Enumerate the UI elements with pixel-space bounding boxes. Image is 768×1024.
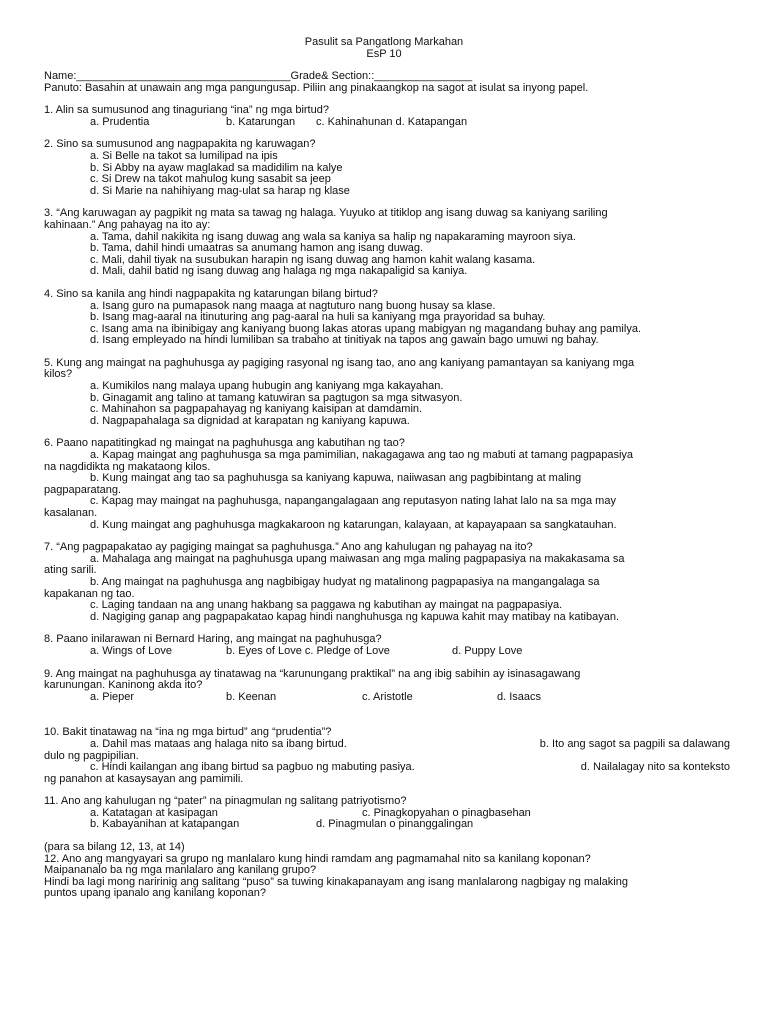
choice-b: b. Ito ang sagot sa pagpili sa dalawang xyxy=(539,737,730,750)
choice-c: c. Mahinahon sa pagpapahayag ng kaniyang kaisipan at damdamin. xyxy=(90,403,423,416)
choice-c-cont: kasalanan. xyxy=(44,507,98,519)
choice-c: c. Isang ama na ibinibigay ang kaniyang buong lakas atoras upang mabigyan ng magandang buhay ang pamilya. xyxy=(90,322,641,335)
question-1 xyxy=(44,105,730,128)
choice-b: b. Kabayanihan at katapangan xyxy=(90,818,240,831)
question-3 xyxy=(44,208,730,278)
choice-a-cont: ating sarili. xyxy=(44,564,97,577)
page-header xyxy=(0,0,768,60)
choice-b: b. Tama, dahil hindi umaatras sa anumang hamon ang isang duwag. xyxy=(90,242,424,255)
choice-d: d. Si Marie na nahihiyang mag-ulat sa harap ng klase xyxy=(90,184,350,197)
choices-row xyxy=(44,646,730,658)
question-text: 11. Ano ang kahulugan ng “pater” na pinagmulan ng salitang patriyotismo? xyxy=(44,795,407,808)
question-11 xyxy=(44,796,730,831)
choice-a: a. Si Belle na takot sa lumilipad na ipis xyxy=(90,149,278,162)
choice-d: d. Nagiging ganap ang pagpapakatao kapag hindi nanghuhusga ng kapuwa kahit may matibay na katibayan. xyxy=(90,610,620,623)
question-text: 6. Paano napatitingkad ng maingat na paghuhusga ang kabutihan ng tao? xyxy=(44,437,405,450)
question-text: 9. Ang maingat na paghuhusga ay tinatawag na “karunungang praktikal” na ang ibig sabihin ay isinasagawang xyxy=(44,667,581,680)
question-4 xyxy=(44,289,730,347)
choice-c-d: c. Kahinahunan d. Katapangan xyxy=(316,115,468,128)
question-5 xyxy=(44,358,730,428)
question-2 xyxy=(44,139,730,197)
choice-b: b. Katarungan xyxy=(226,115,296,128)
choice-b: b. Ginagamit ang talino at tamang katuwiran sa pagtugon sa mga sitwasyon. xyxy=(90,391,463,404)
question-text: 4. Sino sa kanila ang hindi nagpapakita ng katarungan bilang birtud? xyxy=(44,287,378,300)
quiz-content xyxy=(44,71,730,900)
choice-a: a. Tama, dahil nakikita ng isang duwag ang wala sa kaniya sa halip ng napakaraming mayroon siya. xyxy=(90,230,576,243)
choice-c: c. Kapag may maingat na paghuhusga, napangangalagaan ang reputasyon nating lahat lalo na sa mga may xyxy=(90,495,616,508)
passage-line: 12. Ano ang mangyayari sa grupo ng manlalaro kung hindi ramdam ang pagmamahal nito sa kanilang koponan? xyxy=(44,852,591,865)
question-text: 8. Paano inilarawan ni Bernard Haring, ang maingat na paghuhusga? xyxy=(44,633,382,646)
choice-a: a. Katatagan at kasipagan xyxy=(90,806,218,819)
question-text: 7. “Ang pagpapakatao ay pagiging maingat sa paghuhusga.” Ano ang kahulugan ng pahayag na ito? xyxy=(44,541,533,554)
choice-b: b. Si Abby na ayaw maglakad sa madidilim na kalye xyxy=(90,161,343,174)
passage-line: Hindi ba lagi mong naririnig ang salitang “puso” sa tuwing kinakapanayam ang isang manlalarong nagbigay ng malaking xyxy=(44,875,628,888)
question-12 xyxy=(44,842,730,900)
question-8 xyxy=(44,634,730,657)
choice-a: a. Pieper xyxy=(90,690,135,703)
question-text: 3. “Ang karuwagan ay pagpikit ng mata sa tawag ng halaga. Yuyuko at titiklop ang isang duwag sa kaniyang sariling xyxy=(44,207,608,220)
passage-line: puntos upang ipanalo ang kanilang koponan? xyxy=(44,887,267,900)
choice-c: c. Si Drew na takot mahulog kung sasabit sa jeep xyxy=(90,173,331,186)
choice-c: c. Aristotle xyxy=(362,690,413,703)
choice-c: c. Hindi kailangan ang ibang birtud sa pagbuo ng mabuting pasiya. xyxy=(90,761,415,774)
choice-b: b. Ang maingat na paghuhusga ang nagbibigay hudyat ng matalinong pagpapasiya na mangangalaga sa xyxy=(90,575,600,588)
choices-row-bd xyxy=(44,819,730,831)
choice-d-cont: ng panahon at kasaysayan ang pamimili. xyxy=(44,772,244,785)
question-10 xyxy=(44,727,730,785)
quiz-subject: EsP 10 xyxy=(366,47,402,60)
passage-line: Maipananalo ba ng mga manlalaro ang kanilang grupo? xyxy=(44,864,317,877)
instructions: Panuto: Basahin at unawain ang mga pangungusap. Piliin ang pinakaangkop na sagot at isulat sa inyong papel. xyxy=(44,81,589,94)
choices-row xyxy=(44,117,730,129)
choice-a: a. Prudentia xyxy=(90,115,150,128)
choice-a: a. Mahalaga ang maingat na paghuhusga upang maiwasan ang mga maling pagpapasiya na makakasama sa xyxy=(90,552,625,565)
name-grade-section-line: Name:___________________________________Grade& Section::________________ xyxy=(44,70,473,82)
choice-c: c. Pinagkopyahan o pinagbasehan xyxy=(362,806,531,819)
choice-d: d. Nagpapahalaga sa dignidad at karapatan ng kaniyang kapuwa. xyxy=(90,414,410,427)
choice-b-cont: pagpaparatang. xyxy=(44,483,122,496)
choice-d: d. Isaacs xyxy=(497,690,542,703)
question-9 xyxy=(44,669,730,704)
choice-d: d. Mali, dahil batid ng isang duwag ang halaga ng mga nakapaligid sa kaniya. xyxy=(90,265,468,278)
choices-row-ab xyxy=(44,739,730,751)
question-text: 5. Kung ang maingat na paghuhusga ay pagiging rasyonal ng isang tao, ano ang kaniyang pamantayan sa kaniyang mga xyxy=(44,356,635,369)
choice-c: c. Mali, dahil tiyak na susubukan harapin ng isang duwag ang hamon kahit walang kasama. xyxy=(90,253,536,266)
choice-d: d. Isang empleyado na hindi lumiliban sa trabaho at tinitiyak na tapos ang gawain bago umuwi ng bahay. xyxy=(90,334,599,347)
choice-a: a. Kapag maingat ang paghuhusga sa mga pamimilian, nakagagawa ang tao ng mabuti at tamang pagpapasiya xyxy=(90,449,634,462)
choice-a: a. Dahil mas mataas ang halaga nito sa ibang birtud. xyxy=(90,737,347,750)
choice-b-c: b. Eyes of Love c. Pledge of Love xyxy=(226,644,390,657)
question-text-cont: kilos? xyxy=(44,368,73,381)
choice-b: b. Keenan xyxy=(226,690,277,703)
choice-d: d. Nailalagay nito sa konteksto xyxy=(580,761,730,774)
choice-d: d. Puppy Love xyxy=(452,644,523,657)
choice-d: d. Kung maingat ang paghuhusga magkakaroon ng katarungan, kalayaan, at kapayapaan sa sangkatauhan. xyxy=(90,518,617,531)
quiz-title: Pasulit sa Pangatlong Markahan xyxy=(304,36,464,48)
question-text: 1. Alin sa sumusunod ang tinaguriang “ina” ng mga birtud? xyxy=(44,104,329,117)
choices-row xyxy=(44,692,730,704)
question-6 xyxy=(44,438,730,531)
choice-a-cont: na nagdidikta ng makataong kilos. xyxy=(44,460,211,473)
choice-b-cont: dulo ng pagpipilian. xyxy=(44,749,139,762)
choice-a: a. Wings of Love xyxy=(90,644,172,657)
choice-a: a. Kumikilos nang malaya upang hubugin ang kaniyang mga kakayahan. xyxy=(90,380,444,393)
choice-b-cont: kapakanan ng tao. xyxy=(44,587,135,600)
choice-a: a. Isang guro na pumapasok nang maaga at nagtuturo nang buong husay sa klase. xyxy=(90,299,496,312)
choices-row-cd xyxy=(44,762,730,774)
question-text: 10. Bakit tinatawag na “ina ng mga birtud” ang “prudentia”? xyxy=(44,726,332,739)
question-7 xyxy=(44,542,730,623)
question-text-cont: karunungan. Kaninong akda ito? xyxy=(44,679,203,692)
question-text-cont: kahinaan.” Ang pahayag na ito ay: xyxy=(44,218,211,231)
choice-b: b. Kung maingat ang tao sa paghuhusga sa kaniyang kapuwa, naiiwasan ang pagbibintang at maling xyxy=(90,472,582,485)
question-text: 2. Sino sa sumusunod ang nagpapakita ng karuwagan? xyxy=(44,138,316,151)
choice-c: c. Laging tandaan na ang unang hakbang sa paggawa ng kabutihan ay maingat na pagpapasiya. xyxy=(90,599,563,612)
choice-d: d. Pinagmulan o pinanggalingan xyxy=(316,818,474,831)
passage-intro: (para sa bilang 12, 13, at 14) xyxy=(44,841,185,854)
choice-b: b. Isang mag-aaral na itinuturing ang pag-aaral na huli sa kaniyang mga prayoridad sa buhay. xyxy=(90,311,546,324)
